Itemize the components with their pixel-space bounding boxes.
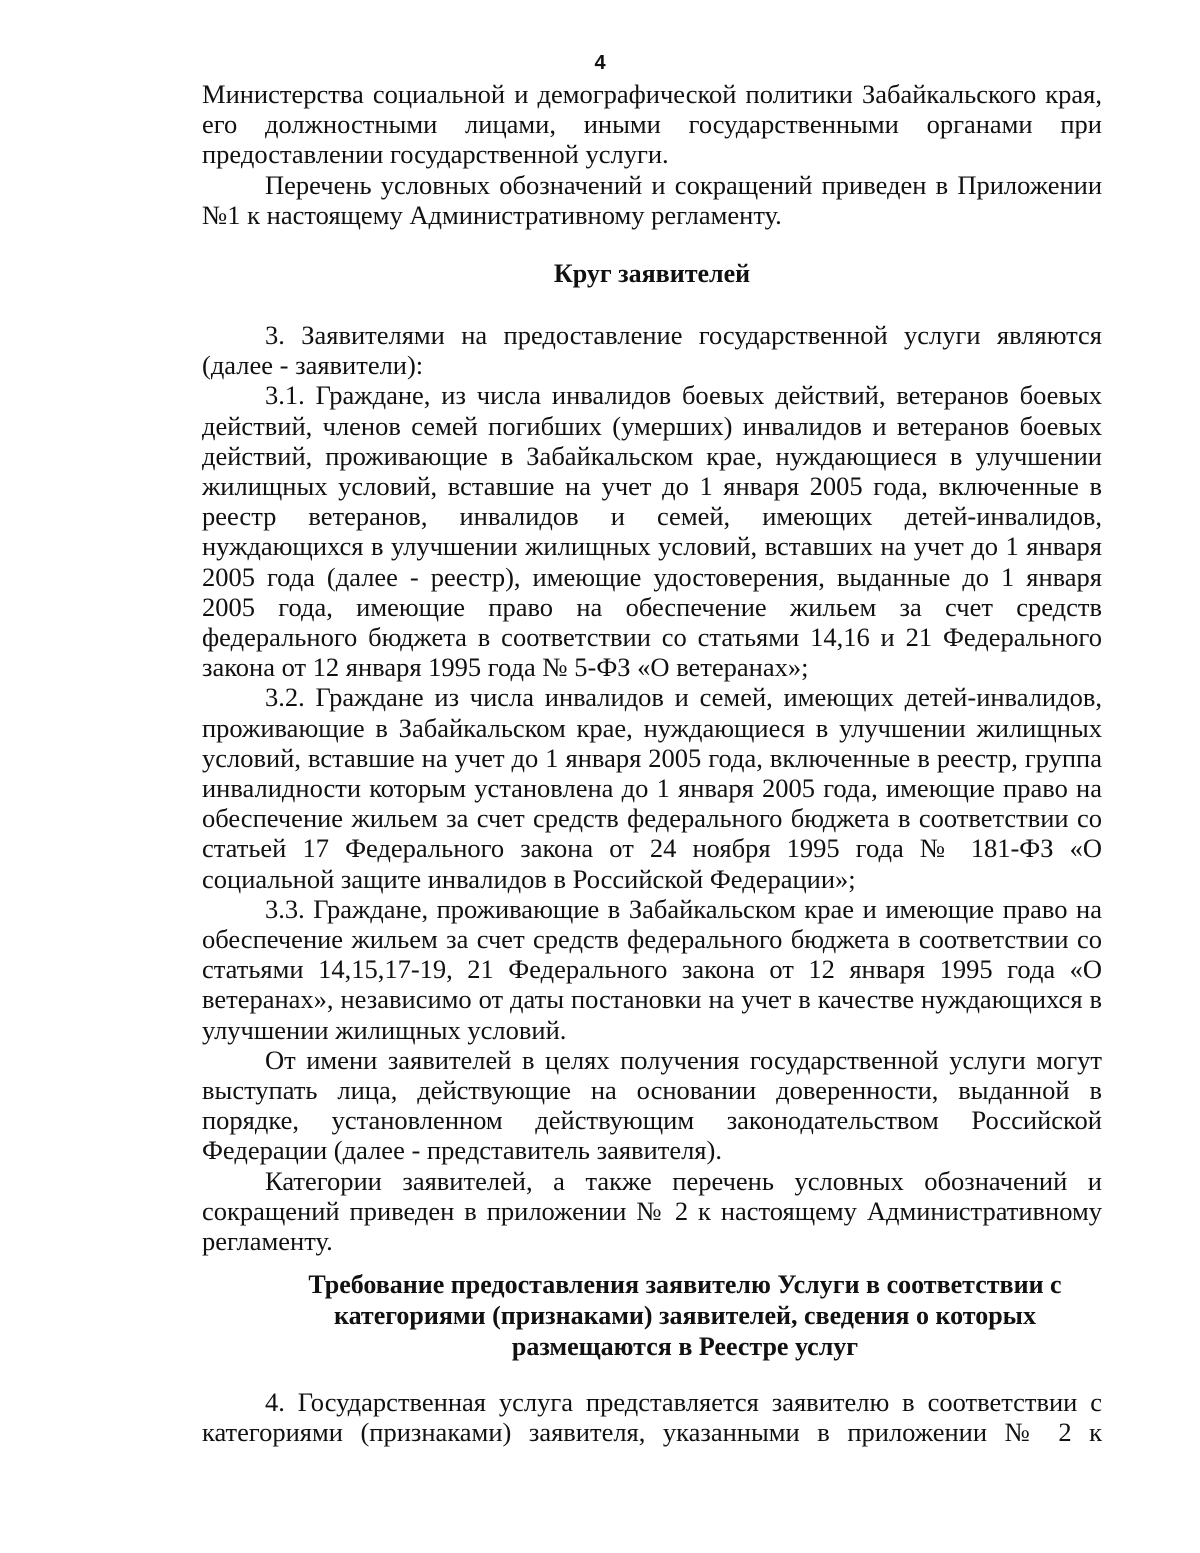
service-section [202,1387,1102,1447]
paragraph-3-1: 3.1. Граждане, из числа инвалидов боевых действий, ветеранов боевых действий, членов семей погибших (умерших) инвалидов и ветеранов боевых действий, проживающие в Забайкальском крае, нуждающиеся в улучшении жилищных условий, вставшие на учет до 1 января 2005 года, включенные в реестр ветеранов, инвалидов и семей, имеющих детей-инвалидов, нуждающихся в улучшении жилищных условий, вставших на учет до 1 января 2005 года (далее - реестр), имеющие удостоверения, выданные до 1 января 2005 года, имеющие право на обеспечение жильем за счет средств федерального бюджета в соответствии со статьями 14,16 и 21 Федерального закона от 12 января 1995 года № 5-ФЗ «О ветеранах»; [202,380,1102,683]
heading-service-requirement [290,1269,1080,1362]
intro-section [202,79,1102,230]
heading-applicants: Круг заявителей [553,259,751,288]
paragraph-3-3: 3.3. Граждане, проживающие в Забайкальском крае и имеющие право на обеспечение жильем за счет средств федерального бюджета в соответствии со статьями 14,15,17-19, 21 Федерального закона от 12 января 1995 года «О ветеранах», независимо от даты постановки на учет в качестве нуждающихся в улучшении жилищных условий. [202,893,1102,1045]
page-number: 4 [594,52,606,74]
paragraph-categories: Категории заявителей, а также перечень условных обозначений и сокращений приведен в приложении № 2 к настоящему Административному регламенту. [202,1165,1102,1257]
applicants-section [202,320,1102,1256]
heading-line-1: Требование предоставления заявителю Услуги в соответствии с [308,1270,1062,1299]
paragraph-3: 3. Заявителями на предоставление государственной услуги являются (далее - заявители): [202,320,1102,381]
paragraph-representatives: От имени заявителей в целях получения государственной услуги могут выступать лица, действующие на основании доверенности, выданной в порядке, установленном действующим законодательством Российской Федерации (далее - представитель заявителя). [202,1044,1102,1166]
heading-line-2: категориями (признаками) заявителей, сведения о которых [334,1301,1036,1330]
paragraph-abbreviations-reference: Перечень условных обозначений и сокращений приведен в Приложении №1 к настоящему Административному регламенту. [202,169,1102,230]
paragraph-4: 4. Государственная услуга представляется заявителю в соответствии с категориями (признаками) заявителя, указанными в приложении № 2 к [202,1387,1102,1448]
heading-line-3: размещаются в Реестре услуг [511,1332,859,1361]
paragraph-ministry-continuation: Министерства социальной и демографической политики Забайкальского края, его должностными лицами, иными государственными органами при предоставлении государственной услуги. [202,79,1102,170]
paragraph-3-2: 3.2. Граждане из числа инвалидов и семей, имеющих детей-инвалидов, проживающие в Забайкальском крае, нуждающиеся в улучшении жилищных условий, вставшие на учет до 1 января 2005 года, включенные в реестр, группа инвалидности которым установлена до 1 января 2005 года, имеющие право на обеспечение жильем за счет средств федерального бюджета в соответствии со статьей 17 Федерального закона от 24 ноября 1995 года № 181-ФЗ «О социальной защите инвалидов в Российской Федерации»; [202,682,1102,894]
